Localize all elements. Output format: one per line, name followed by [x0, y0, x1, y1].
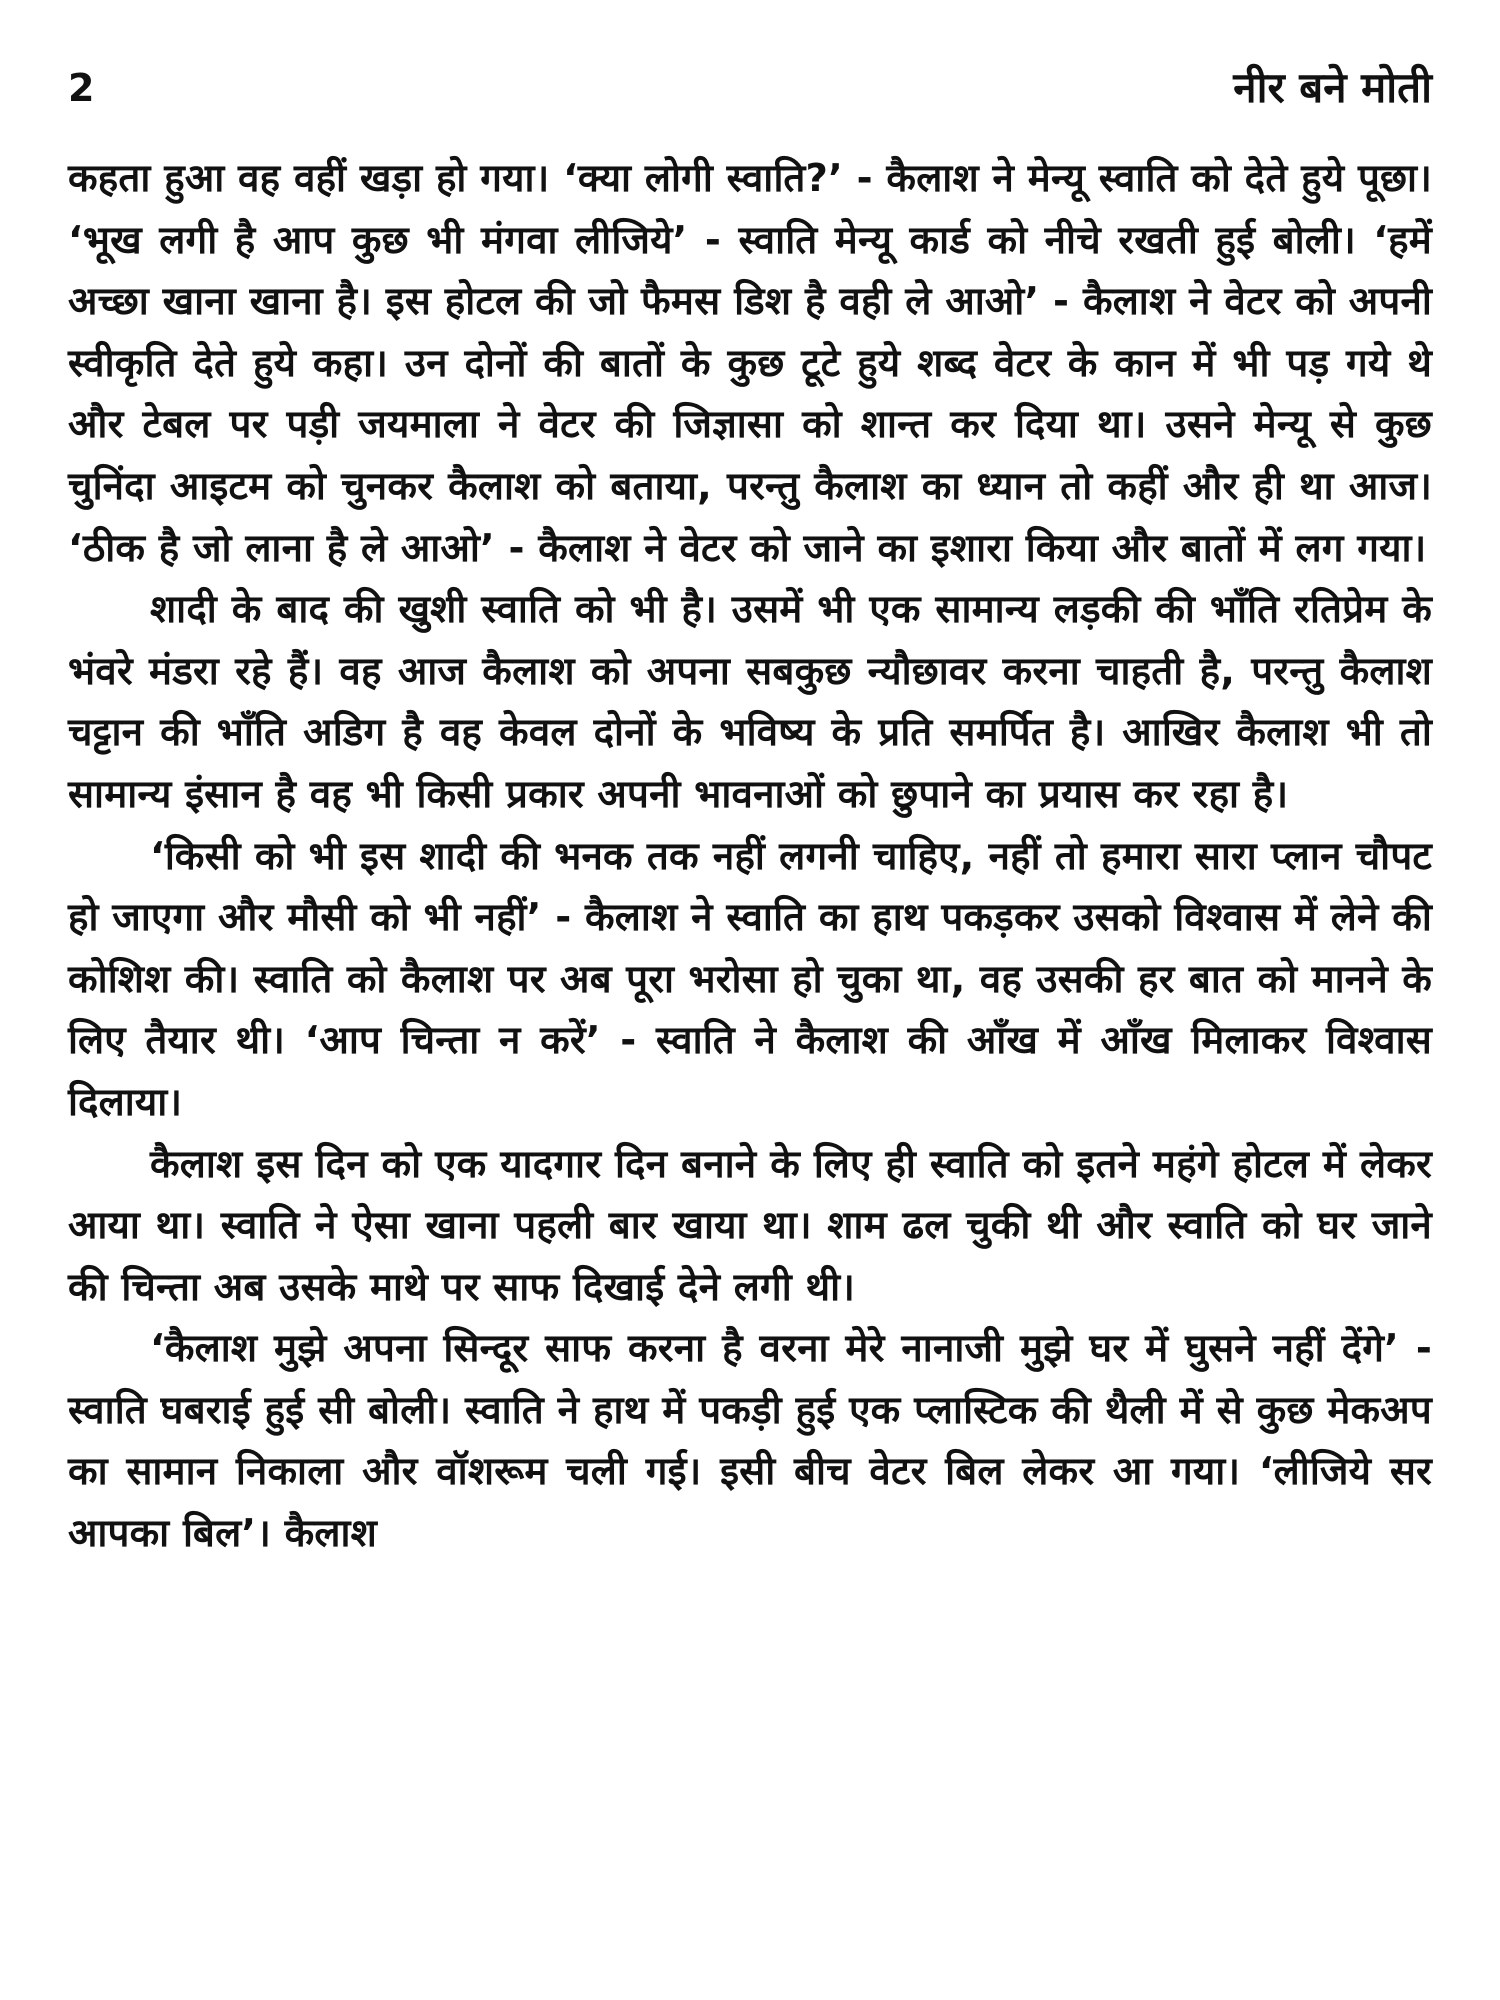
- book-title: नीर बने मोती: [1233, 63, 1432, 112]
- paragraph-5: ‘कैलाश मुझे अपना सिन्दूर साफ करना है वरना मेरे नानाजी मुझे घर में घुसने नहीं देंगे’ - स्वाति घबराई हुई सी बोली। स्वाति ने हाथ में पकड़ी हुई एक प्लास्टिक की थैली में से कुछ मेकअप का सामान निकाला और वॉशरूम चली गई। इसी बीच वेटर बिल लेकर आ गया। ‘लीजिये सर आपका बिल’। कैलाश: [68, 1326, 1432, 1557]
- paragraph-3: ‘किसी को भी इस शादी की भनक तक नहीं लगनी चाहिए, नहीं तो हमारा सारा प्लान चौपट हो जाएगा और मौसी को भी नहीं’ - कैलाश ने स्वाति का हाथ पकड़कर उसको विश्वास में लेने की कोशिश की। स्वाति को कैलाश पर अब पूरा भरोसा हो चुका था, वह उसकी हर बात को मानने के लिए तैयार थी। ‘आप चिन्ता न करें’ - स्वाति ने कैलाश की आँख में आँख मिलाकर विश्वास दिलाया।: [68, 833, 1432, 1125]
- paragraph-2: शादी के बाद की खुशी स्वाति को भी है। उसमें भी एक सामान्य लड़की की भाँति रतिप्रेम के भंवरे मंडरा रहे हैं। वह आज कैलाश को अपना सबकुछ न्यौछावर करना चाहती है, परन्तु कैलाश चट्टान की भाँति अडिग है वह केवल दोनों के भविष्य के प्रति समर्पित है। आखिर कैलाश भी तो सामान्य इंसान है वह भी किसी प्रकार अपनी भावनाओं को छुपाने का प्रयास कर रहा है।: [68, 587, 1432, 817]
- body-text: [68, 148, 1432, 1565]
- page-number: 2: [68, 66, 95, 110]
- page-header: [68, 58, 1432, 118]
- paragraph-1: कहता हुआ वह वहीं खड़ा हो गया। ‘क्या लोगी स्वाति?’ - कैलाश ने मेन्यू स्वाति को देते हुये पूछा। ‘भूख लगी है आप कुछ भी मंगवा लीजिये’ - स्वाति मेन्यू कार्ड को नीचे रखती हुई बोली। ‘हमें अच्छा खाना खाना है। इस होटल की जो फैमस डिश है वही ले आओ’ - कैलाश ने वेटर को अपनी स्वीकृति देते हुये कहा। उन दोनों की बातों के कुछ टूटे हुये शब्द वेटर के कान में भी पड़ गये थे और टेबल पर पड़ी जयमाला ने वेटर की जिज्ञासा को शान्त कर दिया था। उसने मेन्यू से कुछ चुनिंदा आइटम को चुनकर कैलाश को बताया, परन्तु कैलाश का ध्यान तो कहीं और ही था आज। ‘ठीक है जो लाना है ले आओ’ - कैलाश ने वेटर को जाने का इशारा किया और बातों में लग गया।: [68, 156, 1432, 571]
- paragraph-4: कैलाश इस दिन को एक यादगार दिन बनाने के लिए ही स्वाति को इतने महंगे होटल में लेकर आया था। स्वाति ने ऐसा खाना पहली बार खाया था। शाम ढल चुकी थी और स्वाति को घर जाने की चिन्ता अब उसके माथे पर साफ दिखाई देने लगी थी।: [68, 1141, 1432, 1310]
